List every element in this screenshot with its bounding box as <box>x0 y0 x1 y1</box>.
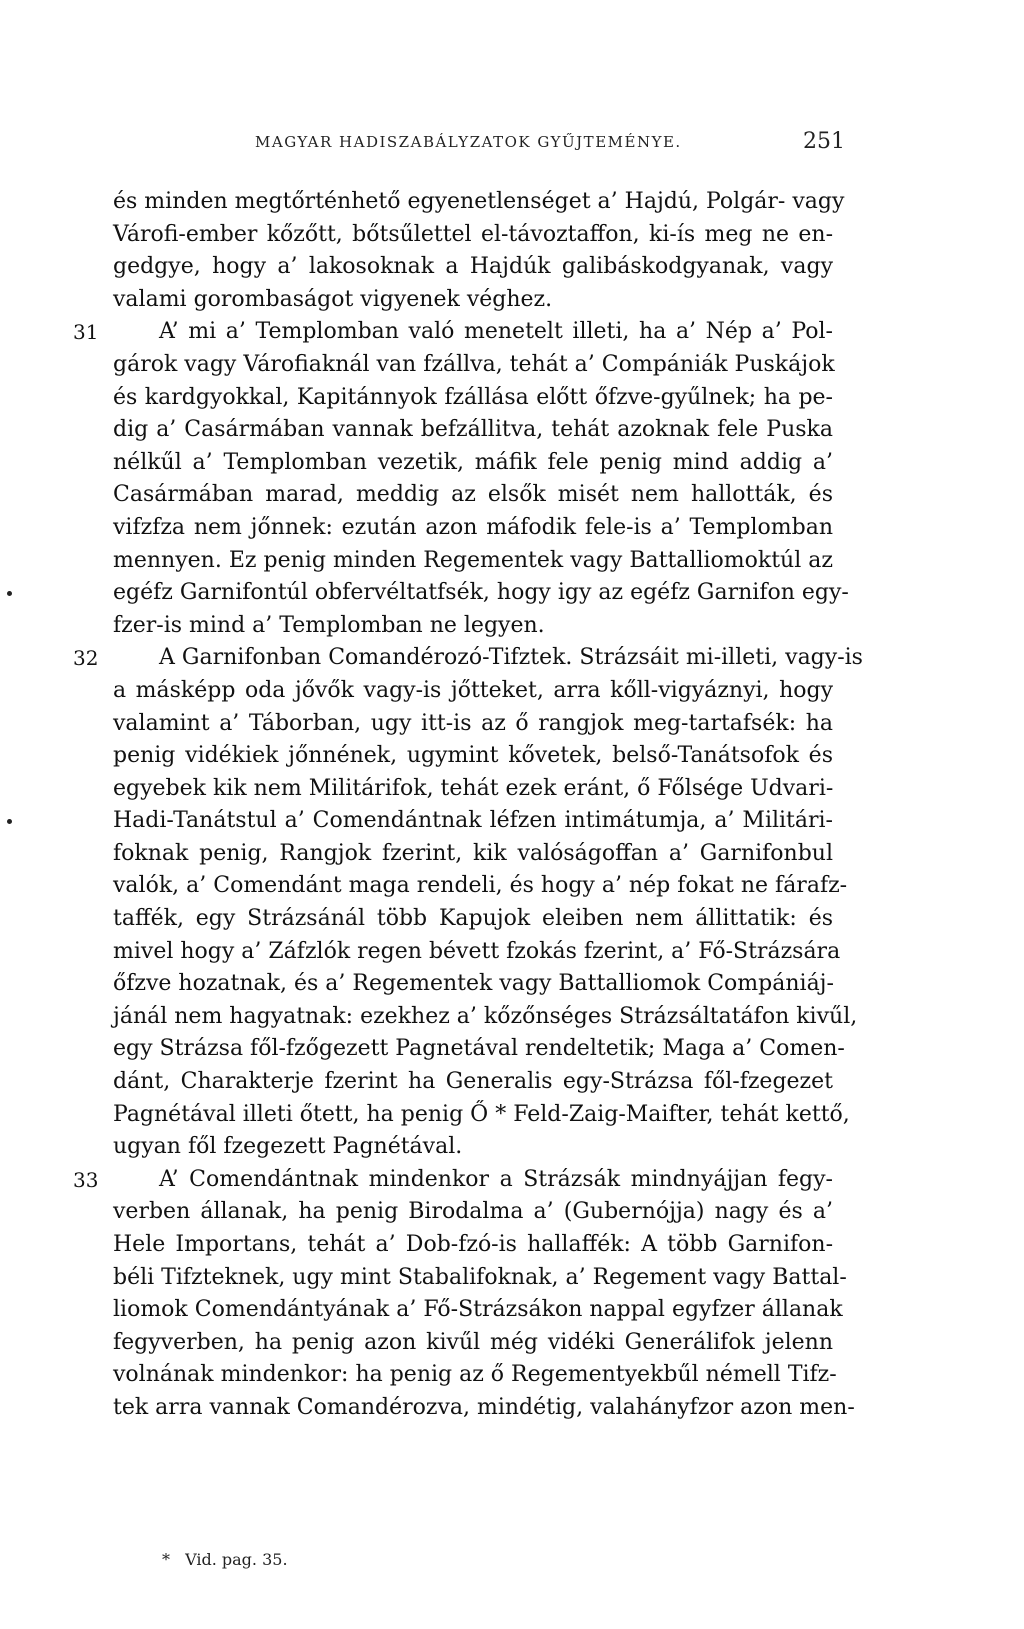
line-text: volnának mindenkor: ha penig az ő Regementyekbűl némell Tifz- <box>113 1362 837 1388</box>
line-text: Casármában marad, meddig az elsők misét nem hallották, és <box>113 482 833 508</box>
line-text: ugyan fől fzegezett Pagnétával. <box>113 1134 463 1160</box>
line-text: valami gorombaságot vigyenek véghez. <box>113 286 553 312</box>
text-line <box>113 545 833 578</box>
text-line <box>113 251 833 284</box>
line-text: mivel hogy a’ Záfzlók regen bévett fzokás fzerint, a’ Fő-Strázsára <box>113 938 841 964</box>
text-line <box>113 1196 833 1229</box>
text-line <box>113 805 833 838</box>
line-text: mennyen. Ez penig minden Regementek vagy Battalliomoktúl az <box>113 547 833 573</box>
body-text <box>73 186 863 1425</box>
line-text: jánál nem hagyatnak: ezekhez a’ kőzőnséges Strázsáltatáfon kivűl, <box>113 1003 858 1029</box>
line-text: vifzfza nem jőnnek: ezután azon máfodik fele-is a’ Templomban <box>113 514 833 540</box>
line-text: foknak penig, Rangjok fzerint, kik valóságoffan a’ Garnifonbul <box>113 840 833 866</box>
text-line <box>113 382 833 415</box>
line-text: liomok Comendántyának a’ Fő-Strázsákon nappal egyfzer állanak <box>113 1297 843 1323</box>
line-text: tek arra vannak Comandérozva, mindétig, valahányfzor azon men- <box>113 1394 855 1420</box>
text-line <box>113 1001 858 1034</box>
text-line <box>113 1294 843 1327</box>
footnote-text: Vid. pag. 35. <box>185 1550 288 1569</box>
text-line <box>113 1327 833 1360</box>
text-line <box>113 936 841 969</box>
line-text: A Garnifonban Comandérozó-Tifztek. Strázsáit mi-illeti, vagy-is <box>159 645 863 671</box>
line-text: Hele Importans, tehát a’ Dob-fzó-is hallaffék: A több Garnifon- <box>113 1232 833 1257</box>
text-line <box>113 838 833 871</box>
footnote-marker: * <box>162 1550 170 1569</box>
text-line <box>113 1099 850 1132</box>
margin-mark <box>7 591 12 596</box>
line-text: verben állanak, ha penig Birodalma a’ (Gubernójja) nagy és a’ <box>113 1199 833 1225</box>
text-line <box>113 414 833 447</box>
text-line <box>113 708 833 741</box>
paragraph-number: 33 <box>73 1167 99 1192</box>
line-text: őfzve hozatnak, és a’ Regementek vagy Battalliomok Compániáj- <box>113 971 834 997</box>
text-line <box>113 479 833 512</box>
running-title: MAGYAR HADISZABÁLYZATOK GYŰJTEMÉNYE. <box>255 133 682 151</box>
line-text: dánt, Charakterje fzerint ha Generalis egy-Strázsa fől-fzegezet <box>113 1069 833 1095</box>
line-text: Várofi-ember kőzőtt, bőtsűlettel el-távoztaffon, ki-ís meg ne en- <box>113 221 833 247</box>
text-line <box>113 968 833 1001</box>
text-line <box>113 1131 833 1164</box>
line-text: valamint a’ Táborban, ugy itt-is az ő rangjok meg-tartafsék: ha <box>113 710 833 736</box>
text-line <box>113 512 833 545</box>
text-line <box>113 903 833 936</box>
line-text: penig vidékiek jőnnének, ugymint kővetek, belső-Tanátsofok és <box>113 743 833 769</box>
text-line <box>113 577 849 610</box>
text-line <box>113 284 833 317</box>
line-text: valók, a’ Comendánt maga rendeli, és hogy a’ nép fokat ne fárafz- <box>113 873 848 899</box>
line-text: gárok vagy Várofiaknál van fzállva, tehát a’ Compániák Puskájok <box>113 351 835 377</box>
line-text: A’ mi a’ Templomban való menetelt illeti, ha a’ Nép a’ Pol- <box>159 319 833 345</box>
margin-mark <box>7 819 12 824</box>
text-line <box>73 1164 833 1197</box>
page-number: 251 <box>803 129 845 154</box>
text-line <box>113 610 833 643</box>
text-line <box>73 642 863 675</box>
text-line <box>113 1359 837 1392</box>
line-text: fzer-is mind a’ Templomban ne legyen. <box>113 612 545 638</box>
line-text: és kardgyokkal, Kapitánnyok fzállása előtt őfzve-gyűlnek; ha pe- <box>113 384 833 410</box>
line-text: a másképp oda jővők vagy-is jőtteket, arra kőll-vigyáznyi, hogy <box>113 677 833 703</box>
line-text: dig a’ Casármában vannak befzállitva, tehát azoknak fele Puska <box>113 417 833 443</box>
footnote <box>162 1550 288 1569</box>
text-line <box>113 1392 855 1425</box>
text-line <box>113 349 833 382</box>
text-line <box>113 675 833 708</box>
line-text: béli Tifzteknek, ugy mint Stabalifoknak, a’ Regement vagy Battal- <box>113 1264 847 1290</box>
text-line <box>113 447 833 480</box>
text-line <box>113 1229 833 1262</box>
line-text: taffék, egy Strázsánál több Kapujok eleiben nem állittatik: és <box>113 906 833 932</box>
line-text: és minden megtőrténhető egyenetlenséget a’ Hajdú, Polgár- vagy <box>113 189 845 214</box>
text-line <box>113 740 833 773</box>
text-line <box>73 316 833 349</box>
text-line <box>113 1262 847 1295</box>
line-text: fegyverben, ha penig azon kivűl még vidéki Generálifok jelenn <box>113 1329 833 1355</box>
line-text: Hadi-Tanátstul a’ Comendántnak léfzen intimátumja, a’ Militári- <box>113 808 833 834</box>
line-text: gedgye, hogy a’ lakosoknak a Hajdúk galibáskodgyanak, vagy <box>113 254 833 280</box>
text-line <box>113 1066 833 1099</box>
text-line <box>113 186 845 219</box>
line-text: egy Strázsa fől-fzőgezett Pagnetával rendeltetik; Maga a’ Comen- <box>113 1036 845 1062</box>
line-text: egyebek kik nem Militárifok, tehát ezek eránt, ő Főlsége Udvari- <box>113 775 834 801</box>
text-line <box>113 773 833 806</box>
line-text: nélkűl a’ Templomban vezetik, máfik fele penig mind addig a’ <box>113 449 833 475</box>
line-text: egéfz Garnifontúl obfervéltatfsék, hogy igy az egéfz Garnifon egy- <box>113 580 849 606</box>
paragraph-number: 31 <box>73 320 99 345</box>
line-text: Pagnétával illeti őtett, ha penig Ő * Feld-Zaig-Maifter, tehát kettő, <box>113 1101 850 1127</box>
text-line <box>113 1033 845 1066</box>
line-text: A’ Comendántnak mindenkor a Strázsák mindnyájjan fegy- <box>159 1166 833 1192</box>
text-line <box>113 870 848 903</box>
text-line <box>113 219 833 252</box>
paragraph-number: 32 <box>73 646 99 671</box>
